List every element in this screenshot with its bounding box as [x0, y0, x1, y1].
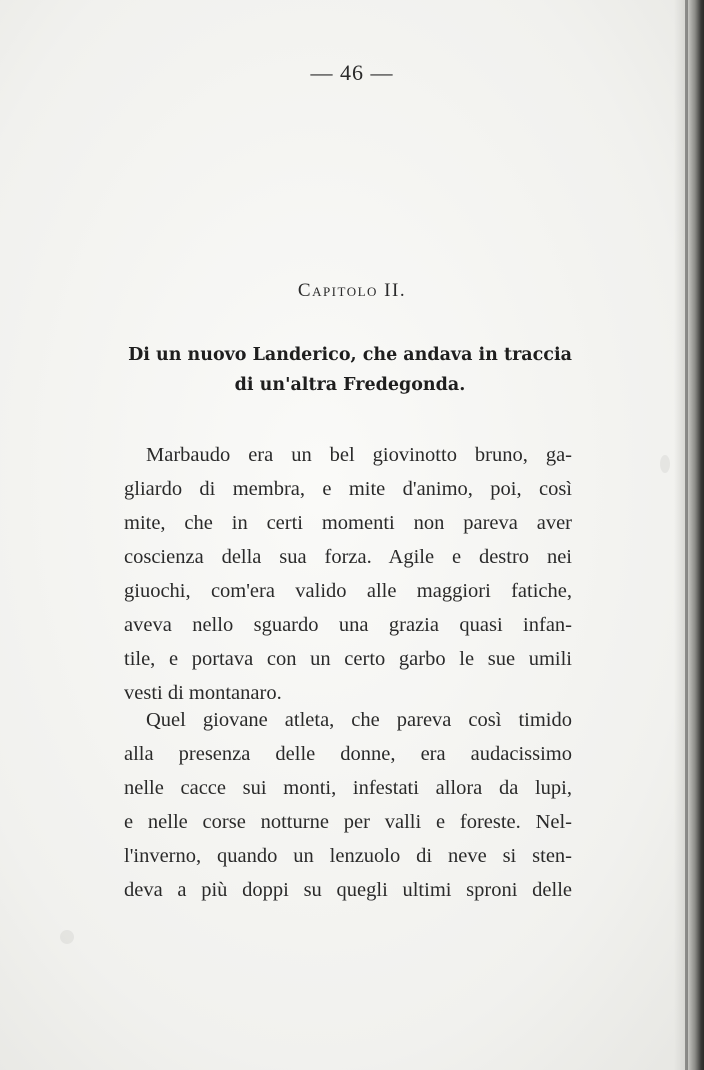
text-line: giuochi, com'era valido alle maggiori fatiche, [124, 580, 572, 602]
paragraph [124, 703, 572, 907]
text-line: vesti di montanaro. [124, 682, 282, 704]
heading-line: di un'altra Fredegonda. [234, 375, 466, 395]
text-line: Marbaudo era un bel giovinotto bruno, ga- [146, 444, 572, 466]
paragraph [124, 438, 572, 710]
text-line: gliardo di membra, e mite d'animo, poi, così [124, 478, 572, 500]
chapter-title: Capitolo II. [297, 280, 407, 301]
text-line: mite, che in certi momenti non pareva aver [124, 512, 572, 534]
text-line: alla presenza delle donne, era audacissimo [124, 743, 572, 765]
book-spine-shadow [674, 0, 704, 1070]
text-line: deva a più doppi su quegli ultimi sproni delle [124, 879, 572, 901]
text-line: Quel giovane atleta, che pareva così timido [146, 709, 572, 731]
chapter-heading [100, 340, 600, 400]
text-line: e nelle corse notturne per valli e foreste. Nel- [124, 811, 572, 833]
paper-stain [60, 930, 74, 944]
book-spine-edge [685, 0, 688, 1070]
text-line: nelle cacce sui monti, infestati allora da lupi, [124, 777, 572, 799]
text-line: tile, e portava con un certo garbo le sue umili [124, 648, 572, 670]
paper-stain [660, 455, 670, 473]
heading-line: Di un nuovo Landerico, che andava in traccia [128, 345, 572, 365]
text-line: coscienza della sua forza. Agile e destro nei [124, 546, 572, 568]
text-line: l'inverno, quando un lenzuolo di neve si sten- [124, 845, 572, 867]
text-line: aveva nello sguardo una grazia quasi infan- [124, 614, 572, 636]
page-number: — 46 — [310, 60, 394, 85]
